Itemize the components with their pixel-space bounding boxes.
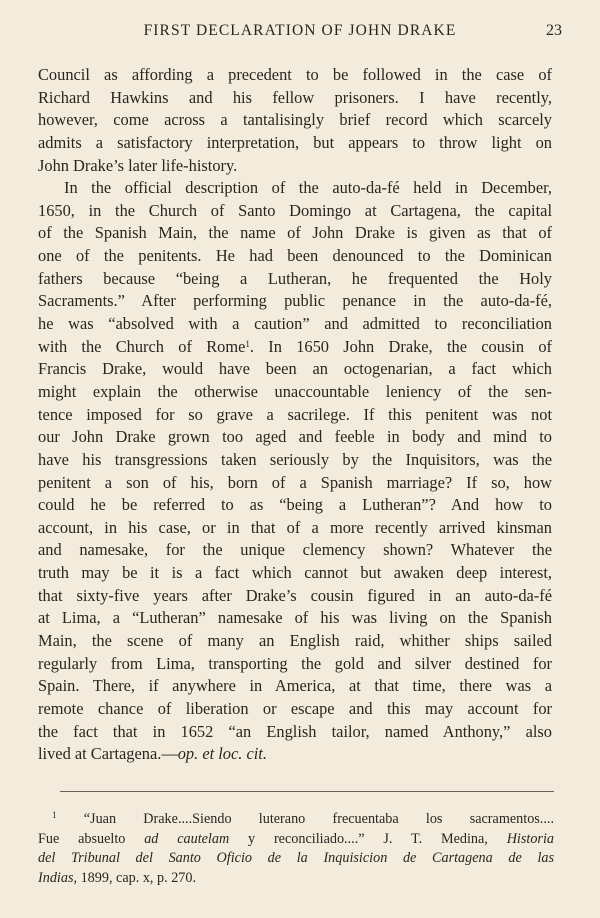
body-line-end: . In 1650 John Drake, the cousin of — [249, 336, 552, 356]
body-line — [38, 743, 552, 766]
body-line: he was “absolved with a caution” and admitted to reconciliation — [38, 314, 552, 334]
body-line: Francis Drake, would have been an octogenarian, a fact which — [38, 359, 552, 379]
page-number: 23 — [546, 22, 562, 39]
footnote — [38, 810, 554, 888]
body-line: the fact that in 1652 “an English tailor, named Anthony,” also — [38, 721, 552, 741]
body-line — [38, 336, 552, 359]
footnote-line — [38, 810, 554, 830]
body-line-start: with the Church of Rome — [38, 336, 246, 356]
body-line: might explain the otherwise unaccountable leniency of the sen- — [38, 381, 552, 401]
body-line: of the Spanish Main, the name of John Drake is given as that of — [38, 223, 552, 243]
body-line: regularly from Lima, transporting the gold and silver destined for — [38, 653, 552, 673]
running-title: FIRST DECLARATION OF JOHN DRAKE — [143, 22, 457, 39]
body-line: penitent a son of his, born of a Spanish marriage? If so, how — [38, 472, 552, 492]
footnote-text: , 1899, cap. x, p. 270. — [73, 869, 197, 886]
footnote-line — [38, 830, 554, 850]
body-line: Richard Hawkins and his fellow prisoners. I have recently, — [38, 87, 552, 107]
footnote-line — [38, 849, 554, 869]
body-line: Spain. There, if anywhere in America, at that time, there was a — [38, 676, 552, 696]
body-line: fathers because “being a Lutheran, he frequented the Holy — [38, 268, 552, 288]
citation-italic: op. et loc. cit. — [177, 744, 267, 764]
body-line: Council as affording a precedent to be followed in the case of — [38, 65, 552, 84]
body-line: our John Drake grown too aged and feeble in body and mind to — [38, 427, 552, 447]
body-line: Main, the scene of many an English raid, whither ships sailed — [38, 631, 552, 651]
body-line: have his transgressions taken seriously by the Inquisitors, was the — [38, 449, 552, 469]
footnote-line — [38, 869, 554, 889]
body-line: admits a satisfactory interpretation, but appears to throw light on — [38, 132, 552, 152]
body-line: and namesake, for the unique clemency shown? Whatever the — [38, 540, 552, 560]
body-line: In the official description of the auto-da-fé held in December, — [64, 178, 552, 198]
body-line: tence imposed for so grave a sacrilege. If this penitent was not — [38, 404, 552, 424]
body-line: one of the penitents. He had been denounced to the Dominican — [38, 246, 552, 266]
body-line: John Drake’s later life-history. — [38, 155, 238, 175]
body-line-start: lived at Cartagena.— — [38, 744, 178, 764]
body-line: at Lima, a “Lutheran” namesake of his was living on the Spanish — [38, 608, 552, 628]
footnote-reference: 1 — [245, 338, 250, 349]
footnote-text: y reconciliado....” J. T. Medina, — [229, 830, 507, 847]
body-line: remote chance of liberation or escape and this may account for — [38, 698, 552, 718]
body-line: Sacraments.” After performing public penance in the auto-da-fé, — [38, 291, 552, 311]
footnote-text: Fue absuelto — [38, 830, 145, 847]
page-header — [38, 22, 562, 44]
body-line: that sixty-five years after Drake’s cousin figured in an auto-da-fé — [38, 585, 552, 605]
body-line: 1650, in the Church of Santo Domingo at Cartagena, the capital — [38, 200, 552, 220]
footnote-marker: 1 — [52, 810, 57, 820]
body-line: however, come across a tantalisingly brief record which scarcely — [38, 110, 552, 130]
footnote-italic: del Tribunal del Santo Oficio de la Inquisicion de Cartagena de las — [38, 850, 554, 867]
footnote-italic: Historia — [506, 830, 554, 847]
body-text — [38, 64, 552, 766]
footnote-italic: ad cautelam — [144, 830, 230, 847]
body-line: truth may be it is a fact which cannot but awaken deep interest, — [38, 563, 552, 583]
body-line: could he be referred to as “being a Lutheran”? And how to — [38, 495, 552, 515]
body-line: account, in his case, or in that of a more recently arrived kinsman — [38, 517, 552, 537]
footnote-divider — [60, 791, 554, 792]
footnote-text: “Juan Drake....Siendo luterano frecuentaba los sacramentos.... — [83, 811, 554, 827]
footnote-italic: Indias — [38, 869, 74, 886]
